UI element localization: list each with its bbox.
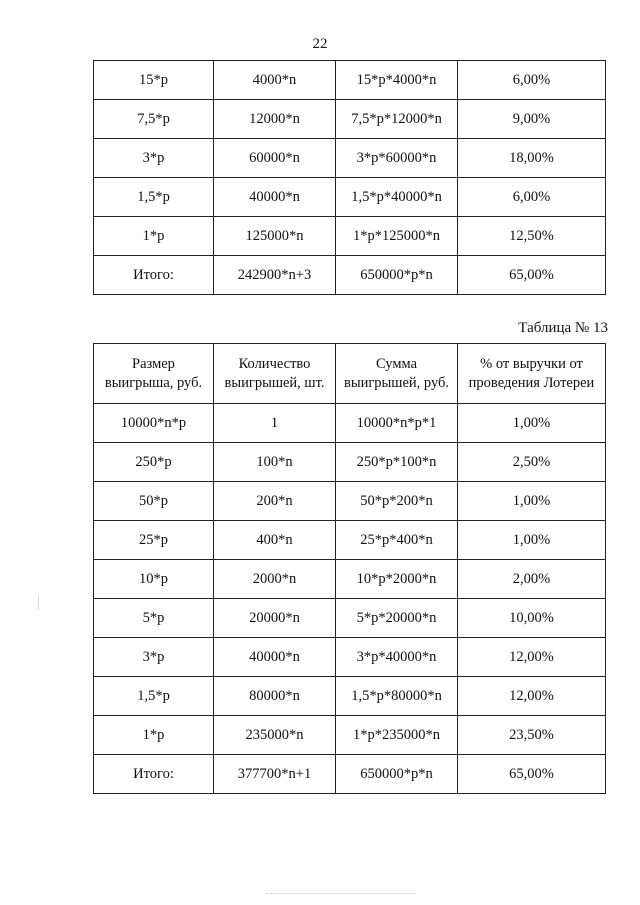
prize-count-cell: 200*n [214,482,336,521]
prize-size-cell: Итого: [94,755,214,794]
header-prize-count: Количество выигрышей, шт. [214,344,336,404]
prize-size-cell: 5*р [94,599,214,638]
prize-size-cell: 25*р [94,521,214,560]
prize-table-13 [93,343,606,794]
prize-count-cell: 235000*n [214,716,336,755]
prize-sum-cell: 5*р*20000*n [336,599,458,638]
prize-sum-cell: 7,5*р*12000*n [336,100,458,139]
prize-count-cell: 60000*n [214,139,336,178]
prize-sum-cell: 250*р*100*n [336,443,458,482]
table-row [94,178,606,217]
table-row [94,100,606,139]
table-row [94,521,606,560]
prize-size-cell: 7,5*р [94,100,214,139]
prize-size-cell: 10*р [94,560,214,599]
prize-count-cell: 1 [214,404,336,443]
revenue-percent-cell: 12,00% [458,638,606,677]
table-row [94,677,606,716]
revenue-percent-cell: 65,00% [458,256,606,295]
prize-count-cell: 400*n [214,521,336,560]
prize-count-cell: 125000*n [214,217,336,256]
prize-size-cell: 3*р [94,139,214,178]
header-revenue-percent: % от выручки от проведения Лотереи [458,344,606,404]
prize-count-cell: 80000*n [214,677,336,716]
prize-size-cell: Итого: [94,256,214,295]
prize-size-cell: 50*р [94,482,214,521]
prize-sum-cell: 3*р*60000*n [336,139,458,178]
prize-size-cell: 250*р [94,443,214,482]
prize-table-continued-body [94,61,606,295]
prize-count-cell: 242900*n+3 [214,256,336,295]
prize-count-cell: 100*n [214,443,336,482]
prize-size-cell: 1,5*р [94,178,214,217]
prize-count-cell: 2000*n [214,560,336,599]
revenue-percent-cell: 12,00% [458,677,606,716]
prize-sum-cell: 650000*р*n [336,755,458,794]
prize-size-cell: 1,5*р [94,677,214,716]
prize-count-cell: 40000*n [214,638,336,677]
prize-table-13-body [94,404,606,794]
prize-sum-cell: 25*р*400*n [336,521,458,560]
margin-mark [38,596,39,610]
prize-size-cell: 1*р [94,716,214,755]
prize-sum-cell: 650000*р*n [336,256,458,295]
prize-sum-cell: 1,5*р*80000*n [336,677,458,716]
revenue-percent-cell: 9,00% [458,100,606,139]
prize-size-cell: 1*р [94,217,214,256]
table-row [94,139,606,178]
revenue-percent-cell: 18,00% [458,139,606,178]
prize-sum-cell: 10000*n*р*1 [336,404,458,443]
prize-sum-cell: 1*р*235000*n [336,716,458,755]
table-row [94,560,606,599]
revenue-percent-cell: 65,00% [458,755,606,794]
revenue-percent-cell: 1,00% [458,482,606,521]
revenue-percent-cell: 6,00% [458,61,606,100]
header-prize-sum: Сумма выигрышей, руб. [336,344,458,404]
table-row [94,217,606,256]
prize-size-cell: 10000*n*р [94,404,214,443]
revenue-percent-cell: 6,00% [458,178,606,217]
prize-count-cell: 4000*n [214,61,336,100]
prize-count-cell: 20000*n [214,599,336,638]
table-row [94,404,606,443]
total-row [94,256,606,295]
prize-count-cell: 377700*n+1 [214,755,336,794]
prize-size-cell: 3*р [94,638,214,677]
bottom-dotted-line [266,893,416,894]
table-row [94,443,606,482]
prize-count-cell: 12000*n [214,100,336,139]
total-row [94,755,606,794]
prize-count-cell: 40000*n [214,178,336,217]
revenue-percent-cell: 12,50% [458,217,606,256]
prize-table-continued [93,60,606,295]
prize-sum-cell: 1,5*р*40000*n [336,178,458,217]
prize-sum-cell: 50*р*200*n [336,482,458,521]
prize-sum-cell: 1*р*125000*n [336,217,458,256]
page-number: 22 [312,36,328,52]
revenue-percent-cell: 10,00% [458,599,606,638]
prize-sum-cell: 15*р*4000*n [336,61,458,100]
table-row [94,482,606,521]
prize-sum-cell: 10*р*2000*n [336,560,458,599]
revenue-percent-cell: 2,00% [458,560,606,599]
revenue-percent-cell: 1,00% [458,404,606,443]
table-row [94,716,606,755]
prize-size-cell: 15*р [94,61,214,100]
table-caption: Таблица № 13 [518,320,608,336]
table-row [94,61,606,100]
table-header-row [94,344,606,404]
revenue-percent-cell: 23,50% [458,716,606,755]
revenue-percent-cell: 2,50% [458,443,606,482]
prize-sum-cell: 3*р*40000*n [336,638,458,677]
revenue-percent-cell: 1,00% [458,521,606,560]
table-row [94,599,606,638]
table-row [94,638,606,677]
header-prize-size: Размер выигрыша, руб. [94,344,214,404]
